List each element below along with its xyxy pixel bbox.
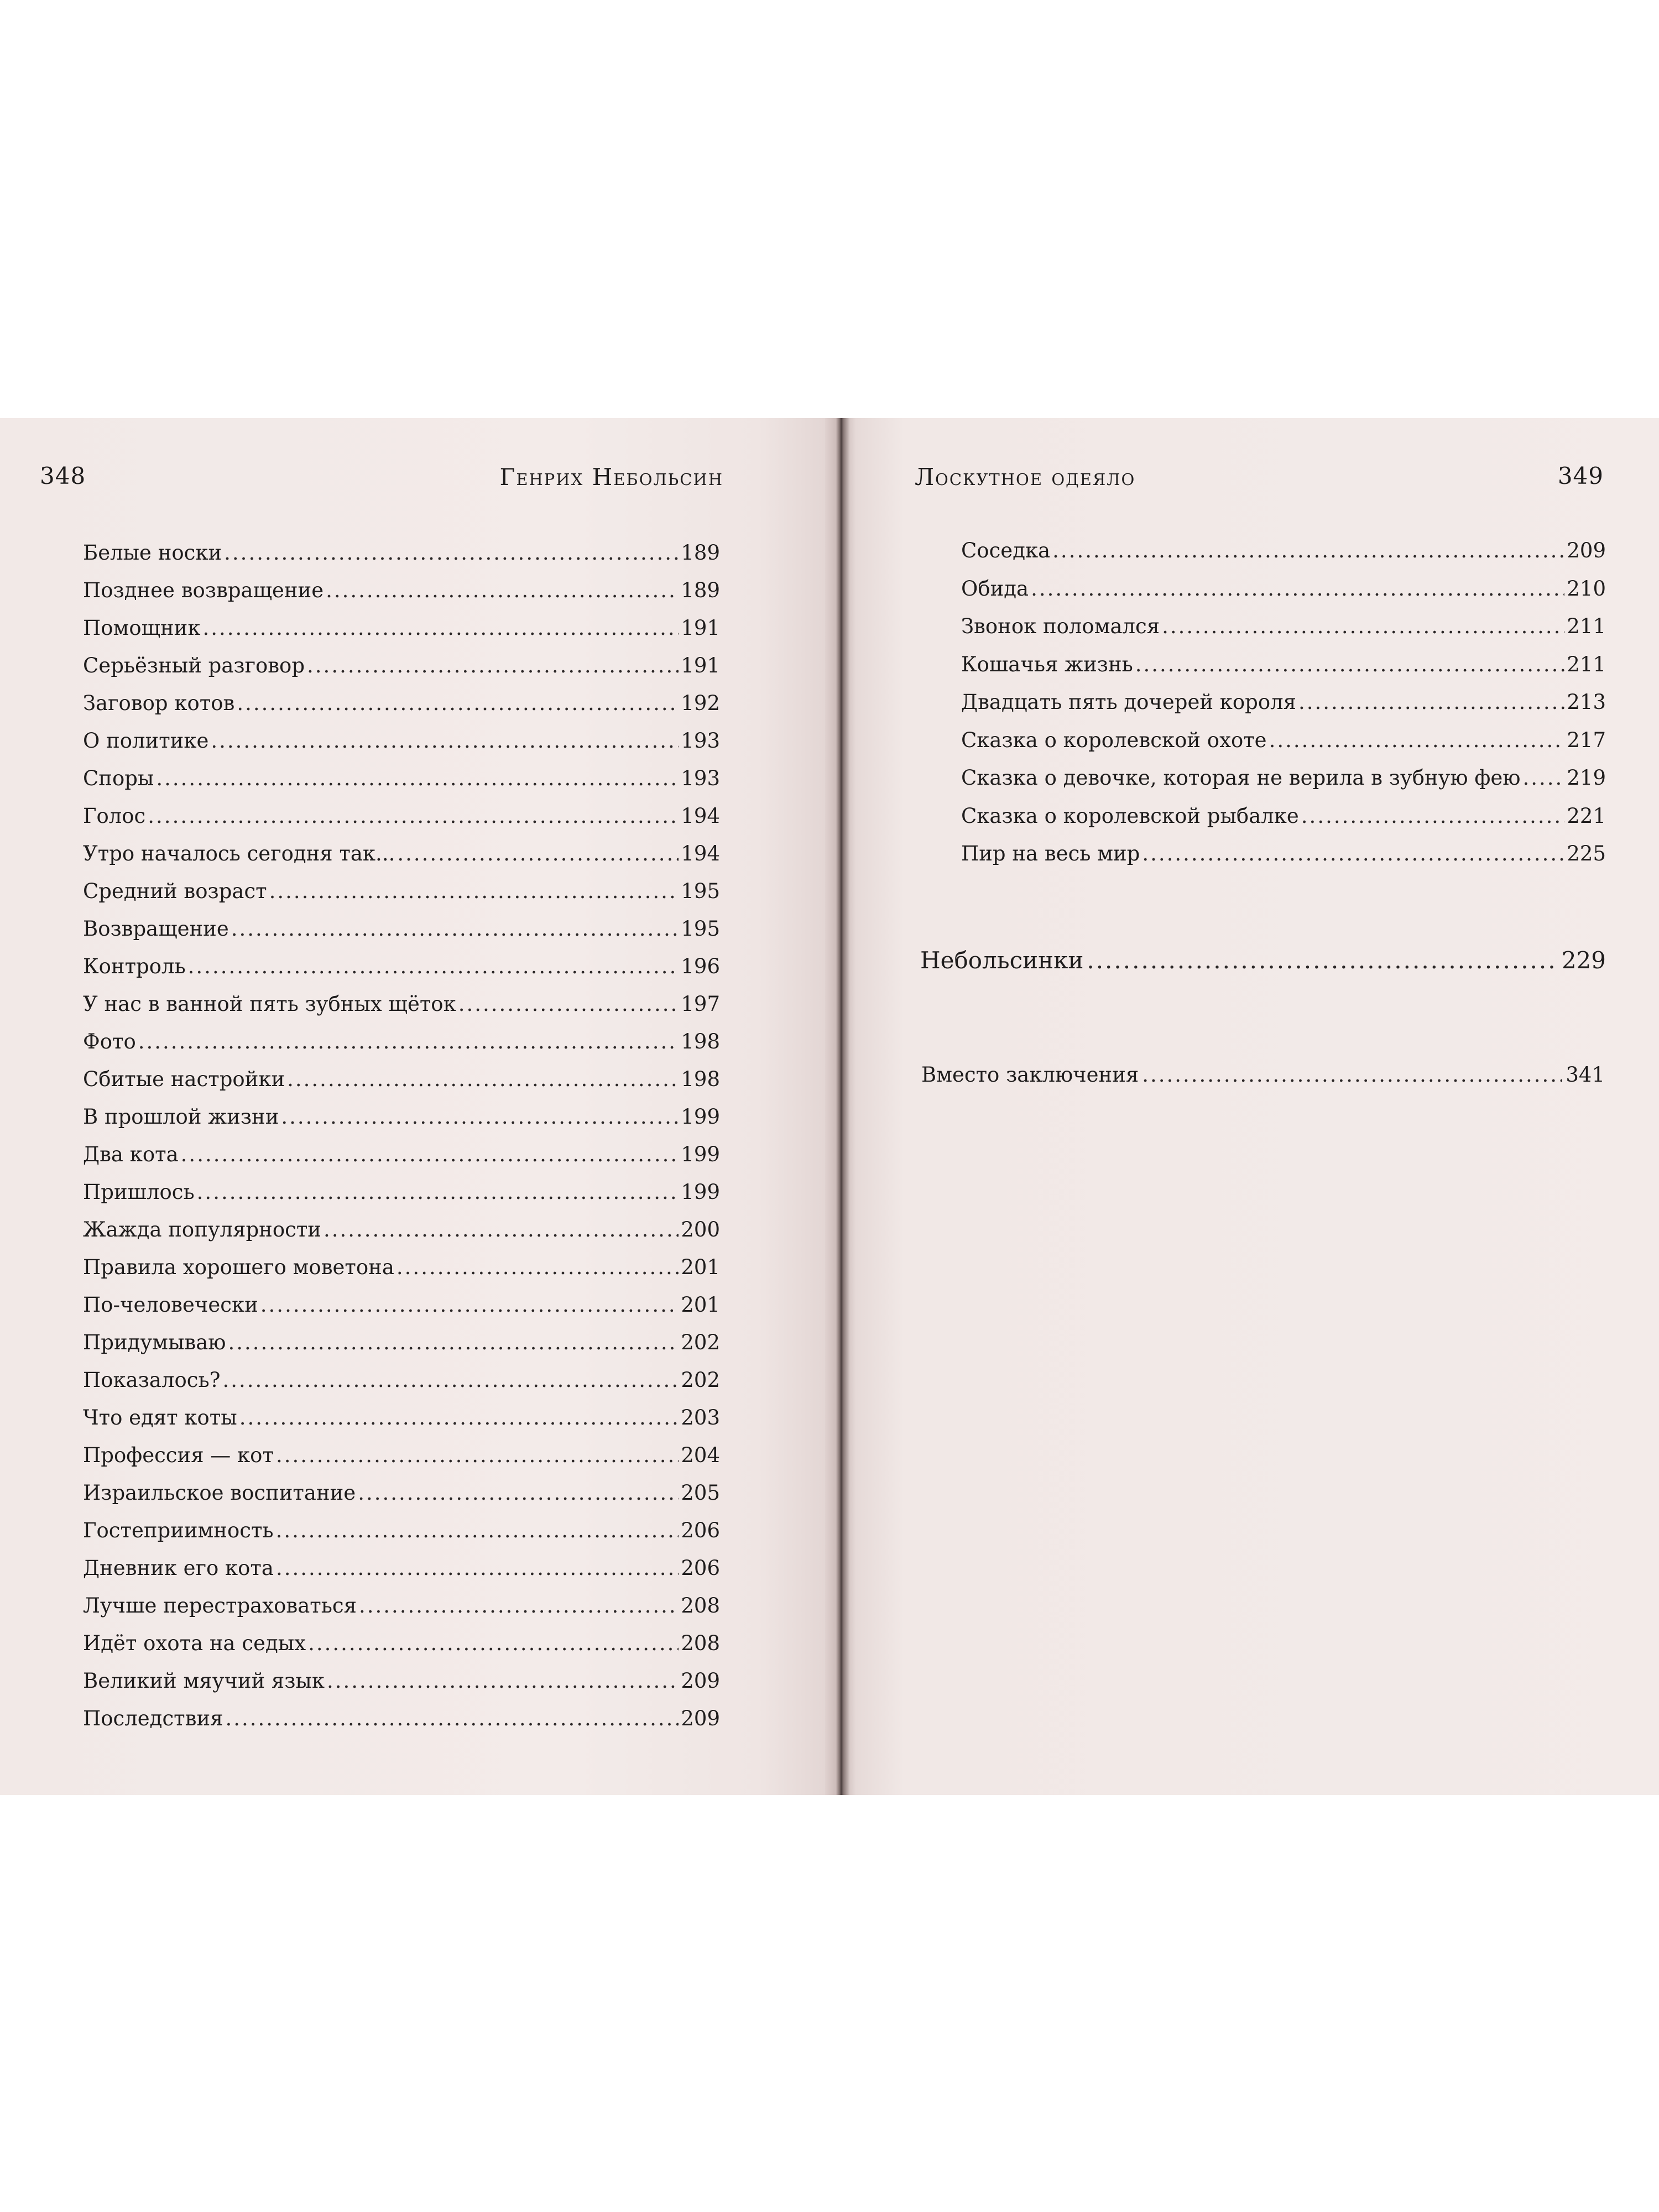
toc-entry-page: 221	[1567, 804, 1606, 828]
dot-leader	[1031, 577, 1564, 601]
toc-entry	[83, 541, 720, 578]
toc-entry	[961, 539, 1606, 577]
toc-entry	[83, 1443, 720, 1481]
toc-entry-page: 198	[681, 1030, 720, 1053]
toc-entry-page: 205	[681, 1481, 720, 1505]
toc-entry-title: Возвращение	[83, 917, 229, 941]
toc-entry	[83, 954, 720, 992]
toc-entry-title: Сбитые настройки	[83, 1067, 285, 1091]
toc-entry-title: Контроль	[83, 954, 186, 978]
toc-entry-title: Пришлось	[83, 1180, 195, 1204]
toc-entry-title: Двадцать пять дочерей короля	[961, 690, 1296, 714]
dot-leader	[326, 578, 679, 602]
toc-entry-page: 200	[681, 1218, 720, 1241]
left-running-title: Генрих Небольсин	[499, 463, 723, 491]
toc-entry-page: 195	[681, 917, 720, 941]
toc-entry-page: 219	[1567, 766, 1606, 790]
dot-leader	[231, 917, 679, 941]
toc-entry-page: 208	[681, 1631, 720, 1655]
toc-entry-page: 209	[1567, 539, 1606, 562]
dot-leader	[276, 1443, 679, 1467]
dot-leader	[1142, 842, 1564, 865]
dot-leader	[202, 616, 679, 640]
toc-entry	[83, 879, 720, 917]
dot-leader	[281, 1105, 679, 1129]
dot-leader	[397, 1255, 679, 1279]
toc-entry-title: Жажда популярности	[83, 1218, 321, 1241]
toc-entry-title: Дневник его кота	[83, 1556, 274, 1580]
dot-leader	[228, 1331, 679, 1354]
toc-entry	[83, 1556, 720, 1594]
toc-entry-page: 217	[1567, 728, 1606, 752]
dot-leader	[324, 1218, 679, 1241]
toc-entry-title: Показалось?	[83, 1368, 221, 1392]
toc-entry	[83, 729, 720, 766]
toc-section-conclusion	[921, 1063, 1605, 1087]
dot-leader	[1298, 690, 1564, 714]
toc-entry-title: Придумываю	[83, 1331, 226, 1354]
toc-entry-title: О политике	[83, 729, 209, 753]
right-toc-list	[961, 539, 1606, 880]
toc-entry-page: 189	[681, 578, 720, 602]
dot-leader	[307, 654, 679, 677]
toc-entry	[961, 653, 1606, 691]
toc-entry-title: Что едят коты	[83, 1406, 237, 1430]
dot-leader	[1301, 804, 1565, 828]
toc-entry	[83, 691, 720, 729]
toc-entry-page: 202	[681, 1331, 720, 1354]
toc-entry-page: 192	[681, 691, 720, 715]
left-toc-list	[83, 541, 720, 1744]
dot-leader	[1087, 947, 1558, 974]
toc-entry	[83, 1218, 720, 1255]
toc-entry-title: По-человечески	[83, 1293, 258, 1317]
toc-entry	[961, 728, 1606, 766]
toc-entry	[961, 766, 1606, 804]
toc-entry-title: Позднее возвращение	[83, 578, 324, 602]
dot-leader	[138, 1030, 679, 1053]
toc-entry-page: 209	[681, 1707, 720, 1730]
right-page-number: 349	[1557, 462, 1604, 489]
toc-entry-title: Утро началось сегодня так...	[83, 842, 395, 865]
toc-entry-page: 194	[681, 842, 720, 865]
toc-entry-title: Профессия — кот	[83, 1443, 274, 1467]
dot-leader	[197, 1180, 679, 1204]
toc-entry-title: Звонок поломался	[961, 614, 1160, 638]
book-spread	[0, 418, 1659, 1795]
dot-leader	[156, 766, 679, 790]
toc-entry-title: Израильское воспитание	[83, 1481, 356, 1505]
toc-entry	[961, 804, 1606, 842]
dot-leader	[237, 691, 679, 715]
toc-entry-page: 191	[681, 654, 720, 677]
toc-entry-page: 195	[681, 879, 720, 903]
toc-entry-title: Правила хорошего моветона	[83, 1255, 394, 1279]
dot-leader	[359, 1594, 679, 1618]
toc-entry	[83, 1142, 720, 1180]
dot-leader	[1052, 539, 1564, 562]
toc-entry-page: 206	[681, 1519, 720, 1542]
dot-leader	[1142, 1063, 1562, 1087]
toc-entry-title: Белые носки	[83, 541, 222, 565]
toc-entry-title: Средний возраст	[83, 879, 267, 903]
toc-entry-page: 196	[681, 954, 720, 978]
toc-entry	[83, 1481, 720, 1519]
toc-entry	[83, 1030, 720, 1067]
toc-entry	[83, 1406, 720, 1443]
book-gutter	[825, 418, 856, 1795]
toc-entry-title: У нас в ванной пять зубных щёток	[83, 992, 456, 1016]
toc-section-nebolsinki	[920, 947, 1606, 974]
dot-leader	[224, 541, 679, 565]
toc-entry-page: 194	[681, 804, 720, 828]
toc-entry	[83, 578, 720, 616]
toc-entry-title: Идёт охота на седых	[83, 1631, 306, 1655]
toc-section-page: 341	[1566, 1063, 1605, 1087]
toc-entry	[83, 1331, 720, 1368]
toc-entry	[83, 1105, 720, 1142]
toc-entry-title: Сказка о королевской рыбалке	[961, 804, 1299, 828]
toc-entry-title: Сказка о королевской охоте	[961, 728, 1267, 752]
toc-entry-title: Кошачья жизнь	[961, 652, 1133, 676]
toc-entry	[83, 1669, 720, 1707]
toc-entry-page: 201	[681, 1255, 720, 1279]
toc-entry	[83, 1293, 720, 1331]
toc-entry-page: 208	[681, 1594, 720, 1618]
dot-leader	[211, 729, 679, 753]
dot-leader	[222, 1368, 679, 1392]
toc-entry	[83, 1519, 720, 1556]
toc-entry-title: Пир на весь мир	[961, 842, 1140, 865]
toc-section-title: Вместо заключения	[921, 1063, 1139, 1087]
toc-entry-page: 211	[1567, 652, 1606, 676]
toc-entry	[961, 577, 1606, 615]
toc-entry-page: 206	[681, 1556, 720, 1580]
dot-leader	[276, 1556, 679, 1580]
toc-entry-title: Споры	[83, 766, 154, 790]
toc-entry	[83, 1067, 720, 1105]
toc-entry-page: 210	[1567, 576, 1606, 601]
toc-entry-title: Соседка	[961, 539, 1051, 562]
toc-entry	[83, 766, 720, 804]
toc-entry-page: 225	[1567, 842, 1606, 865]
toc-entry-page: 199	[681, 1142, 720, 1166]
toc-entry-title: Голос	[83, 804, 146, 828]
dot-leader	[327, 1669, 679, 1693]
dot-leader	[1269, 728, 1565, 752]
toc-entry-title: В прошлой жизни	[83, 1105, 279, 1129]
toc-entry-page: 191	[681, 616, 720, 640]
dot-leader	[1162, 614, 1564, 638]
toc-entry	[83, 1180, 720, 1218]
toc-entry-title: Фото	[83, 1030, 136, 1053]
dot-leader	[225, 1707, 679, 1730]
toc-entry-page: 211	[1567, 614, 1606, 638]
toc-entry	[83, 1255, 720, 1293]
toc-entry-page: 209	[681, 1669, 720, 1693]
toc-entry-title: Заговор котов	[83, 691, 235, 715]
toc-section-page: 229	[1561, 947, 1606, 974]
dot-leader	[269, 879, 679, 903]
toc-entry-page: 213	[1567, 690, 1606, 714]
dot-leader	[148, 804, 679, 828]
toc-entry-page: 193	[681, 729, 720, 753]
toc-entry-page: 203	[681, 1406, 720, 1430]
toc-entry-page: 198	[681, 1067, 720, 1091]
toc-entry	[83, 804, 720, 842]
dot-leader	[308, 1631, 679, 1655]
toc-entry	[961, 614, 1606, 653]
toc-entry-title: Помощник	[83, 616, 201, 640]
dot-leader	[188, 954, 679, 978]
toc-entry-title: Великий мяучий язык	[83, 1669, 325, 1693]
dot-leader	[239, 1406, 679, 1430]
toc-entry-page: 204	[681, 1443, 720, 1467]
toc-entry-title: Два кота	[83, 1142, 179, 1166]
toc-entry	[83, 1707, 720, 1744]
toc-entry	[83, 1368, 720, 1406]
toc-entry-page: 201	[681, 1293, 720, 1317]
toc-entry-title: Сказка о девочке, которая не верила в зубную фею	[961, 766, 1521, 790]
dot-leader	[181, 1142, 679, 1166]
dot-leader	[287, 1067, 679, 1091]
toc-entry	[83, 1631, 720, 1669]
toc-entry-page: 199	[681, 1105, 720, 1129]
left-page-number: 348	[40, 462, 86, 489]
dot-leader	[1135, 653, 1565, 676]
toc-entry	[83, 992, 720, 1030]
toc-entry	[83, 1594, 720, 1631]
toc-entry-title: Гостеприимность	[83, 1519, 274, 1542]
dot-leader	[260, 1293, 679, 1317]
toc-entry	[83, 917, 720, 954]
left-page	[0, 418, 825, 1795]
toc-entry-title: Лучше перестраховаться	[83, 1594, 357, 1618]
toc-entry	[83, 616, 720, 654]
toc-entry-page: 189	[681, 541, 720, 565]
toc-entry	[83, 842, 720, 879]
toc-entry-title: Серьёзный разговор	[83, 654, 305, 677]
right-running-title: Лоскутное одеяло	[915, 463, 1136, 491]
toc-entry	[83, 654, 720, 691]
toc-entry-page: 193	[681, 766, 720, 790]
toc-entry	[961, 690, 1606, 728]
dot-leader	[358, 1481, 679, 1505]
toc-entry	[961, 842, 1606, 880]
toc-entry-page: 197	[681, 992, 720, 1016]
toc-entry-page: 202	[681, 1368, 720, 1392]
dot-leader	[1522, 766, 1564, 790]
toc-entry-page: 199	[681, 1180, 720, 1204]
toc-entry-title: Последствия	[83, 1707, 223, 1730]
toc-section-title: Небольсинки	[920, 947, 1084, 974]
toc-entry-title: Обида	[961, 576, 1029, 601]
dot-leader	[276, 1519, 679, 1542]
dot-leader	[397, 842, 679, 865]
dot-leader	[458, 992, 679, 1016]
